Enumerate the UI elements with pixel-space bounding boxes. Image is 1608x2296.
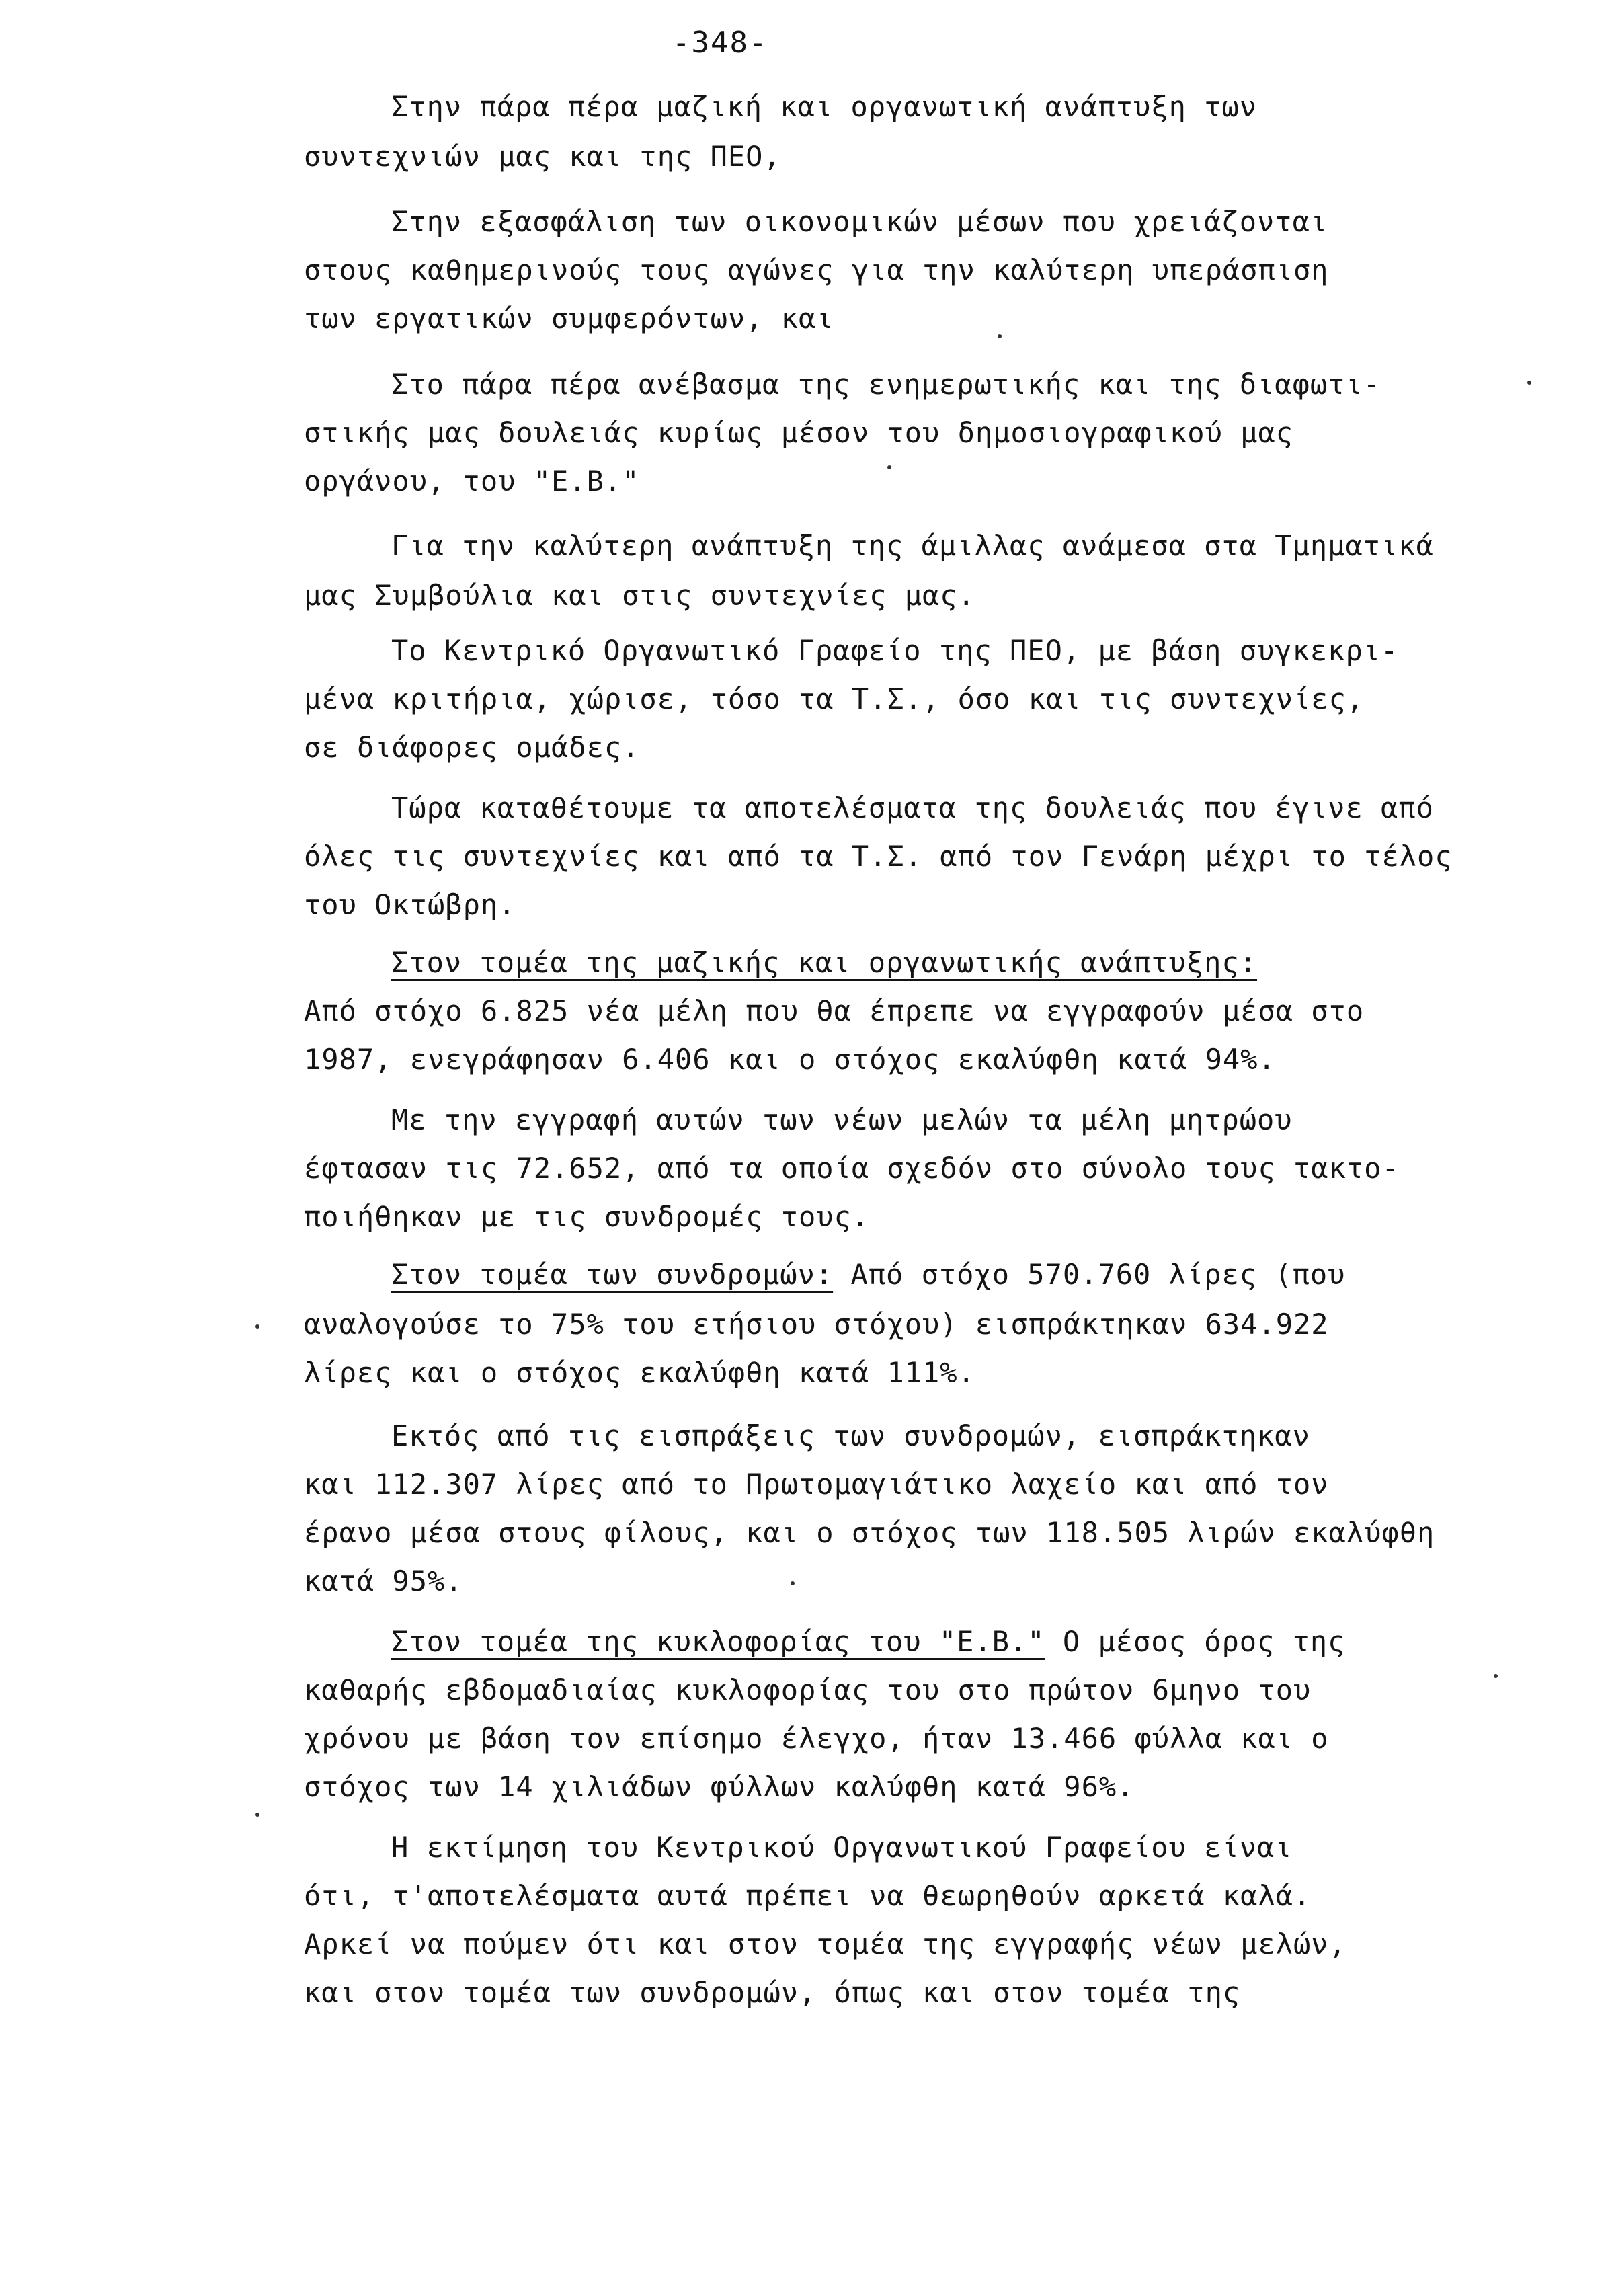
text-line: Από στόχο 6.825 νέα μέλη που θα έπρεπε να εγγραφούν μέσα στο: [304, 994, 1365, 1027]
text-run: Από στόχο 570.760 λίρες (που: [833, 1258, 1346, 1291]
text-line: καθαρής εβδομαδιαίας κυκλοφορίας του στο πρώτον 6μηνο του: [304, 1673, 1312, 1706]
text-line: έρανο μέσα στους φίλους, και ο στόχος των 118.505 λιρών εκαλύφθη: [304, 1516, 1435, 1549]
text-line: κατά 95%.: [304, 1565, 463, 1597]
text-line: Για την καλύτερη ανάπτυξη της άμιλλας ανάμεσα στα Τμηματικά: [391, 529, 1434, 562]
text-line: στόχος των 14 χιλιάδων φύλλων καλύφθη κατά 96%.: [304, 1770, 1135, 1803]
text-run: Ο μέσος όρος της: [1045, 1625, 1346, 1658]
text-line: στους καθημερινούς τους αγώνες για την καλύτερη υπεράσπιση: [304, 253, 1329, 286]
text-line: ότι, τ'αποτελέσματα αυτά πρέπει να θεωρηθούν αρκετά καλά.: [304, 1879, 1312, 1912]
text-line: Το Κεντρικό Οργανωτικό Γραφείο της ΠΕΟ, με βάση συγκεκρι-: [391, 634, 1399, 667]
text-line: έφτασαν τις 72.652, από τα οποία σχεδόν στο σύνολο τους τακτο-: [304, 1152, 1400, 1185]
text-line: χρόνου με βάση τον επίσημο έλεγχο, ήταν 13.466 φύλλα και ο: [304, 1722, 1329, 1755]
text-line: οργάνου, του "Ε.Β.": [304, 465, 640, 498]
text-line: ποιήθηκαν με τις συνδρομές τους.: [304, 1200, 870, 1233]
scan-speck: [998, 334, 1002, 338]
text-line: Εκτός από τις εισπράξεις των συνδρομών, εισπράκτηκαν: [391, 1419, 1310, 1452]
text-line: μένα κριτήρια, χώρισε, τόσο τα Τ.Σ., όσο και τις συντεχνίες,: [304, 682, 1365, 715]
text-line: και 112.307 λίρες από το Πρωτομαγιάτικο λαχείο και από τον: [304, 1468, 1329, 1501]
scan-speck: [1527, 381, 1531, 385]
scan-speck: [791, 1581, 795, 1585]
scan-speck: [255, 1813, 259, 1817]
section-heading-circulation: Στον τομέα της κυκλοφορίας του "Ε.Β.": [391, 1625, 1045, 1658]
text-line: στικής μας δουλειάς κυρίως μέσον του δημοσιογραφικού μας: [304, 416, 1294, 449]
text-line: Στην πάρα πέρα μαζική και οργανωτική ανάπτυξη των: [391, 90, 1258, 123]
section-heading-subscriptions: Στον τομέα των συνδρομών:: [391, 1258, 834, 1291]
text-line: [391, 1622, 1345, 1662]
scan-speck: [887, 465, 891, 469]
text-line: και στον τομέα των συνδρομών, όπως και στον τομέα της: [304, 1976, 1241, 2009]
text-line: του Οκτώβρη.: [304, 888, 516, 921]
text-line: σε διάφορες ομάδες.: [304, 731, 640, 764]
scan-speck: [255, 1324, 259, 1329]
text-line: 1987, ενεγράφησαν 6.406 και ο στόχος εκαλύφθη κατά 94%.: [304, 1043, 1276, 1076]
page-number: -348-: [672, 26, 768, 60]
text-line: Στο πάρα πέρα ανέβασμα της ενημερωτικής και της διαφωτι-: [391, 368, 1381, 401]
text-line: [391, 1255, 1345, 1295]
text-line: Η εκτίμηση του Κεντρικού Οργανωτικού Γραφείου είναι: [391, 1831, 1293, 1864]
text-line: όλες τις συντεχνίες και από τα Τ.Σ. από τον Γενάρη μέχρι το τέλος: [304, 840, 1453, 873]
scan-speck: [1494, 1674, 1498, 1678]
text-line: μας Συμβούλια και στις συντεχνίες μας.: [304, 579, 975, 612]
text-line: Τώρα καταθέτουμε τα αποτελέσματα της δουλειάς που έγινε από: [391, 791, 1434, 824]
text-line: αναλογούσε το 75% του ετήσιου στόχου) εισπράκτηκαν 634.922: [304, 1308, 1329, 1341]
text-line: λίρες και ο στόχος εκαλύφθη κατά 111%.: [304, 1356, 975, 1389]
text-line: Στην εξασφάλιση των οικονομικών μέσων που χρειάζονται: [391, 205, 1328, 238]
text-line: των εργατικών συμφερόντων, και: [304, 302, 834, 335]
text-line: Αρκεί να πούμεν ότι και στον τομέα της εγγραφής νέων μελών,: [304, 1928, 1346, 1961]
text-line: Με την εγγραφή αυτών των νέων μελών τα μέλη μητρώου: [391, 1103, 1293, 1136]
text-line: συντεχνιών μας και της ΠΕΟ,: [304, 140, 781, 173]
section-heading-membership: Στον τομέα της μαζικής και οργανωτικής ανάπτυξης:: [391, 946, 1258, 979]
